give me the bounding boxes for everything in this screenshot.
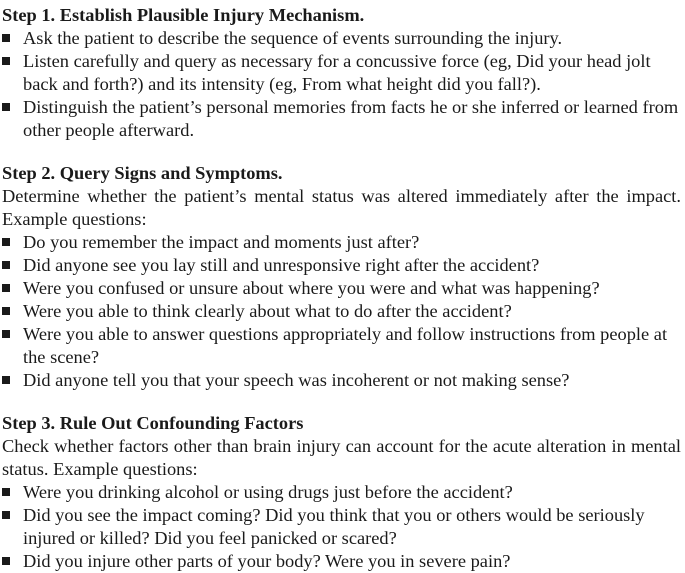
list-item <box>2 27 685 50</box>
step-2-intro: Determine whether the patient’s mental status was altered immediately after the impact. Example questions: <box>2 186 681 229</box>
list-item-text: Ask the patient to describe the sequence of events surrounding the injury. <box>23 28 563 48</box>
square-bullet-icon <box>2 34 10 42</box>
list-item <box>2 50 685 96</box>
list-item <box>2 504 685 550</box>
step-2-section <box>2 162 685 392</box>
square-bullet-icon <box>2 284 10 292</box>
square-bullet-icon <box>2 511 10 519</box>
square-bullet-icon <box>2 330 10 338</box>
step-3-title: Step 3. Rule Out Confounding Factors <box>2 413 304 433</box>
step-1-title: Step 1. Establish Plausible Injury Mechanism. <box>2 5 365 25</box>
square-bullet-icon <box>2 557 10 565</box>
list-item-text: Distinguish the patient’s personal memories from facts he or she inferred or learned from other people afterward. <box>23 97 679 140</box>
step-1-section <box>2 4 685 142</box>
list-item-text: Were you able to think clearly about what to do after the accident? <box>23 301 512 321</box>
list-item-text: Did you injure other parts of your body? Were you in severe pain? <box>23 551 511 571</box>
list-item <box>2 277 685 300</box>
list-item-text: Did anyone see you lay still and unresponsive right after the accident? <box>23 255 540 275</box>
step-2-title: Step 2. Query Signs and Symptoms. <box>2 163 283 183</box>
square-bullet-icon <box>2 238 10 246</box>
step-1-bullet-list <box>2 27 685 142</box>
list-item-text: Listen carefully and query as necessary for a concussive force (eg, Did your head jolt back and forth?) and its intensity (eg, From what height did you fall?). <box>23 51 651 94</box>
list-item <box>2 96 685 142</box>
list-item-text: Were you drinking alcohol or using drugs just before the accident? <box>23 482 513 502</box>
list-item-text: Were you confused or unsure about where you were and what was happening? <box>23 278 600 298</box>
list-item <box>2 323 685 369</box>
step-2-bullet-list <box>2 231 685 392</box>
step-3-bullet-list <box>2 481 685 573</box>
step-3-intro: Check whether factors other than brain injury can account for the acute alteration in mental status. Example questions: <box>2 436 681 479</box>
step-3-section <box>2 412 685 573</box>
list-item <box>2 481 685 504</box>
square-bullet-icon <box>2 376 10 384</box>
square-bullet-icon <box>2 57 10 65</box>
square-bullet-icon <box>2 488 10 496</box>
square-bullet-icon <box>2 307 10 315</box>
list-item <box>2 300 685 323</box>
square-bullet-icon <box>2 103 10 111</box>
list-item-text: Did you see the impact coming? Did you think that you or others would be seriously injured or killed? Did you feel panicked or scared? <box>23 505 645 548</box>
list-item-text: Did anyone tell you that your speech was incoherent or not making sense? <box>23 370 570 390</box>
list-item <box>2 231 685 254</box>
square-bullet-icon <box>2 261 10 269</box>
list-item <box>2 369 685 392</box>
list-item-text: Do you remember the impact and moments just after? <box>23 232 420 252</box>
list-item-text: Were you able to answer questions appropriately and follow instructions from people at the scene? <box>23 324 668 367</box>
list-item <box>2 254 685 277</box>
